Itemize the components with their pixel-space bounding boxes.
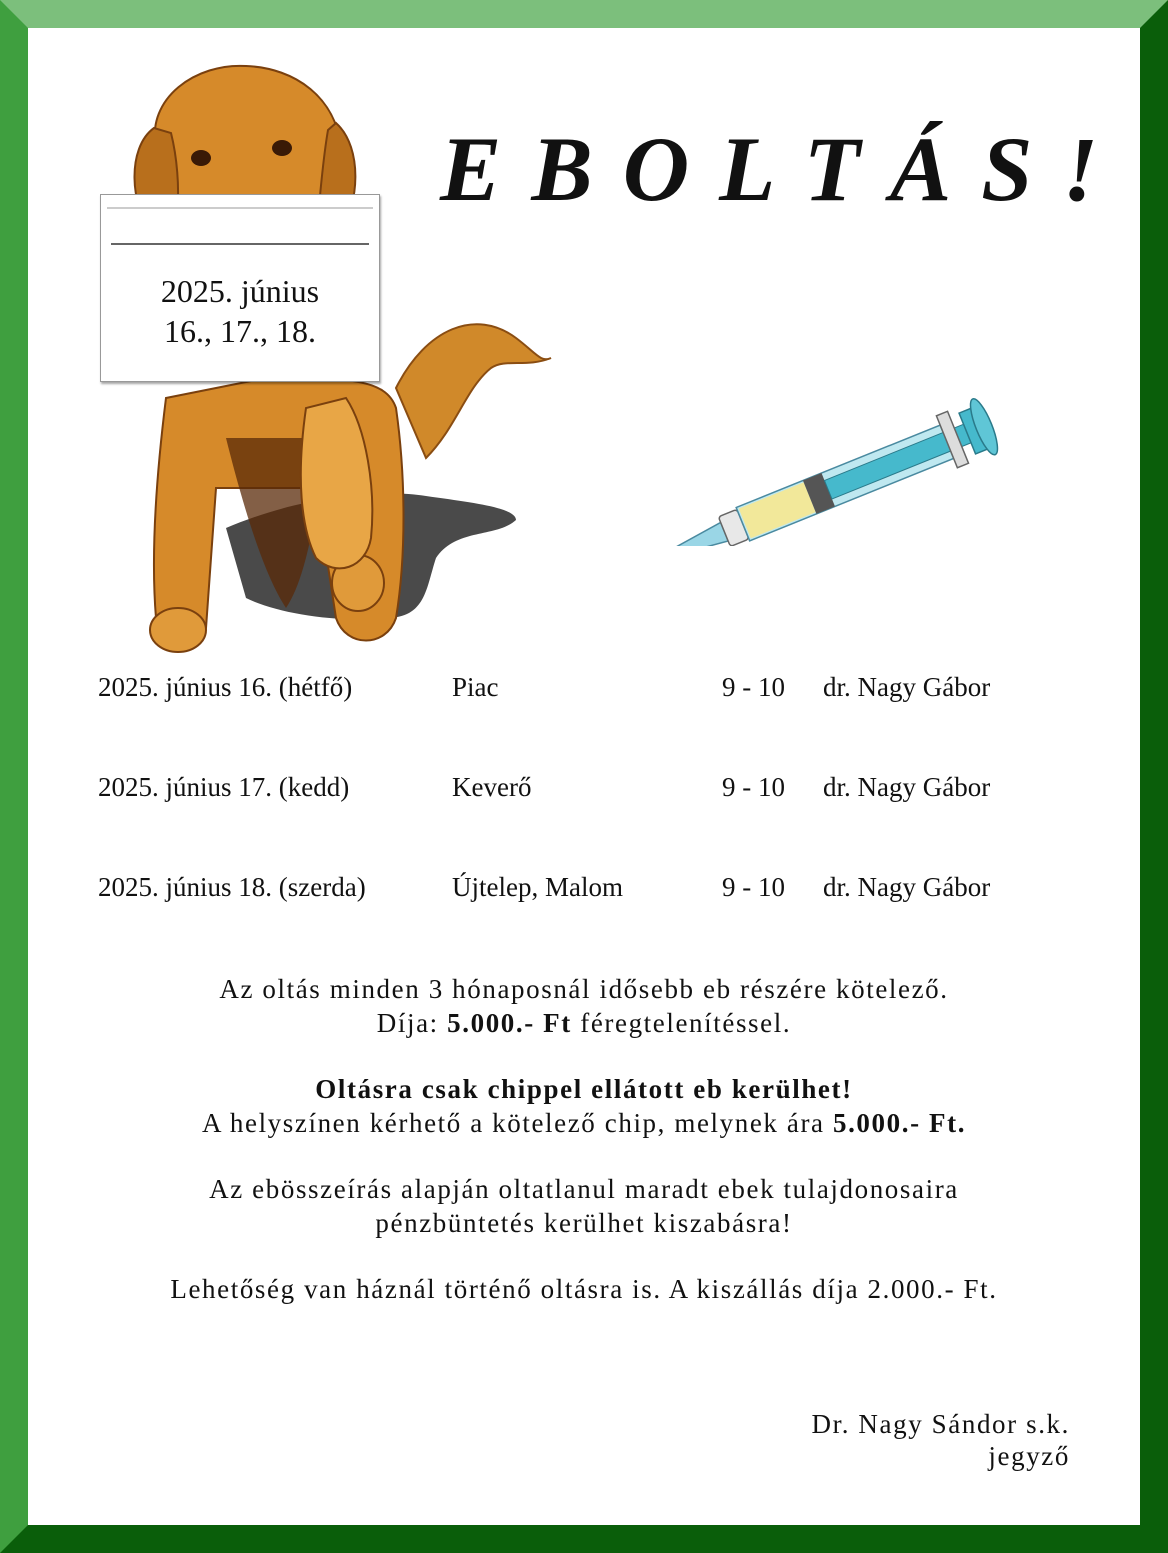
schedule-date: 2025. június 16. (hétfő)	[98, 672, 353, 702]
schedule-row	[98, 672, 1098, 772]
schedule-doctor: dr. Nagy Gábor	[823, 872, 991, 902]
schedule-doctor: dr. Nagy Gábor	[823, 772, 991, 802]
info-text	[28, 972, 1140, 1338]
signature	[812, 1408, 1070, 1472]
fee-price: 5.000.- Ft	[447, 1008, 572, 1038]
sign-rule	[107, 207, 373, 209]
info-paragraph-fine	[28, 1172, 1140, 1240]
fine-line-2: pénzbüntetés kerülhet kiszabásra!	[375, 1208, 793, 1238]
info-paragraph-home: Lehetőség van háznál történő oltásra is. A kiszállás díja 2.000.- Ft.	[170, 1274, 998, 1304]
mandatory-notice: Az oltás minden 3 hónaposnál idősebb eb részére kötelező.	[219, 974, 949, 1004]
chip-price: 5.000.- Ft.	[832, 1108, 967, 1138]
info-paragraph-fee	[28, 972, 1140, 1040]
page-title: EBOLTÁS!	[440, 118, 1129, 220]
sign-dates	[101, 271, 379, 351]
syringe-illustration	[568, 346, 1038, 546]
schedule-time: 9 - 10	[722, 772, 785, 802]
schedule-table	[98, 672, 1098, 972]
schedule-date: 2025. június 17. (kedd)	[98, 772, 350, 802]
schedule-place: Keverő	[452, 772, 532, 802]
sign-line-2: 16., 17., 18.	[164, 313, 316, 349]
fee-suffix: féregtelenítéssel.	[580, 1008, 792, 1038]
schedule-row	[98, 872, 1098, 972]
info-paragraph-chip	[28, 1072, 1140, 1140]
fine-line-1: Az ebösszeírás alapján oltatlanul maradt ebek tulajdonosaira	[209, 1174, 959, 1204]
schedule-time: 9 - 10	[722, 872, 785, 902]
fee-prefix: Díja:	[376, 1008, 439, 1038]
signature-role: jegyző	[988, 1441, 1070, 1471]
sign-rule	[111, 243, 369, 245]
schedule-doctor: dr. Nagy Gábor	[823, 672, 991, 702]
schedule-time: 9 - 10	[722, 672, 785, 702]
schedule-date: 2025. június 18. (szerda)	[98, 872, 366, 902]
poster	[28, 28, 1140, 1525]
chip-requirement: Oltásra csak chippel ellátott eb kerülhet!	[315, 1074, 853, 1104]
schedule-place: Újtelep, Malom	[452, 872, 623, 902]
chip-text: A helyszínen kérhető a kötelező chip, melynek ára	[201, 1108, 825, 1138]
dog-sign	[100, 194, 380, 382]
signature-name: Dr. Nagy Sándor s.k.	[811, 1409, 1070, 1439]
schedule-place: Piac	[452, 672, 499, 702]
schedule-row	[98, 772, 1098, 872]
sign-line-1: 2025. június	[160, 273, 320, 309]
